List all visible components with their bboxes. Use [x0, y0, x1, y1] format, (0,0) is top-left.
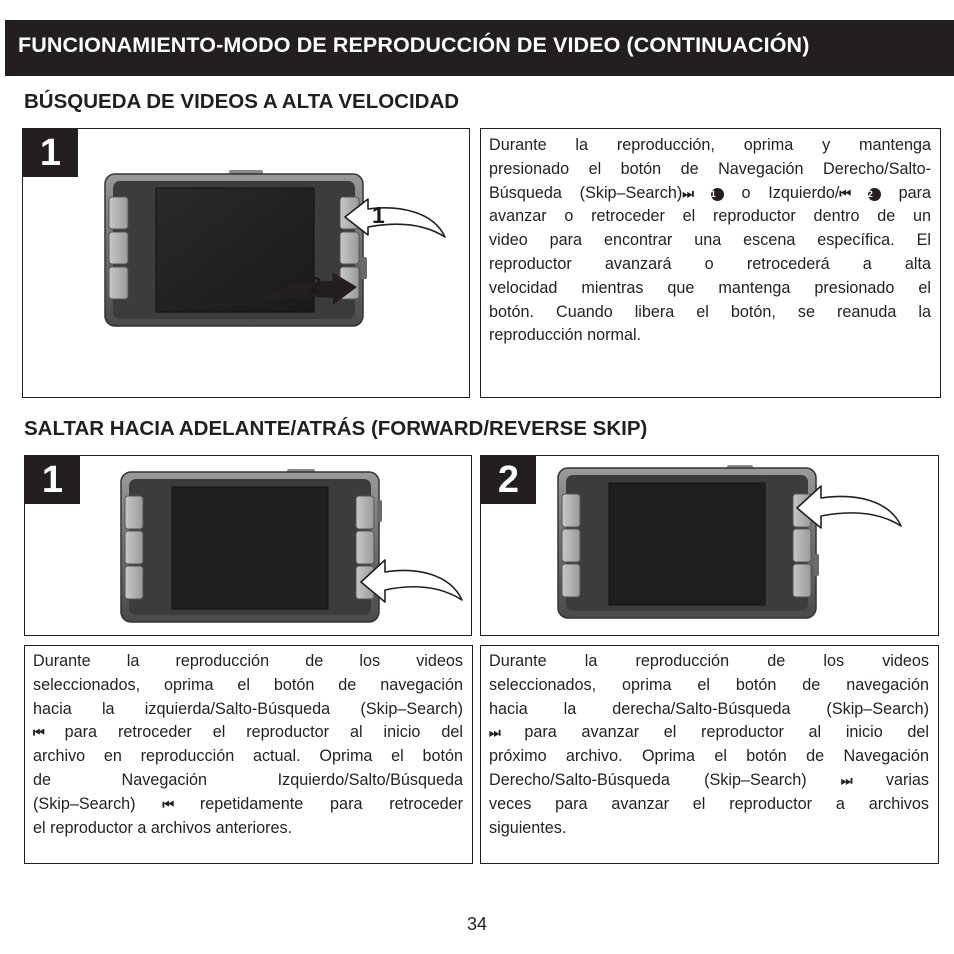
text-line: Durante la reproducción, oprima y mantenga — [489, 136, 931, 154]
text-line: Durante la reproducción de los videos — [33, 652, 463, 670]
text-line: el reproductor a archivos anteriores. — [33, 818, 293, 837]
figure-reverse-skip — [24, 455, 472, 636]
skip-back-icon: ⏮ — [839, 185, 851, 201]
figure-high-speed-search — [22, 128, 470, 398]
page-number: 34 — [466, 914, 488, 934]
callout-number-2: 2 — [309, 272, 322, 298]
text-line: veces para avanzar el reproductor a archivos — [489, 794, 929, 813]
skip-forward-icon: ⏭ — [840, 772, 852, 788]
paragraph-high-speed-search — [489, 134, 931, 348]
text-line: seleccionados, oprima el botón de navegación — [489, 675, 929, 694]
text-line: avanzar o retroceder el reproductor dentro de un — [489, 207, 931, 226]
text-line: de Navegación Izquierdo/Salto/Búsqueda — [33, 770, 463, 789]
video-player-illustration — [25, 456, 471, 635]
text-line: presionado el botón de Navegación Derecho/Salto- — [489, 159, 931, 178]
text-line-with-icon: ⏮ para retroceder el reproductor al inicio del — [33, 723, 463, 742]
step-badge: 2 — [481, 456, 536, 504]
text-line: próximo archivo. Oprima el botón de Navegación — [489, 747, 929, 766]
text-line: siguientes. — [489, 818, 567, 837]
text-line: velocidad mientras que mantenga presionado el — [489, 278, 931, 297]
text-line: video para encontrar una escena específica. El — [489, 231, 931, 250]
video-player-illustration — [23, 129, 469, 397]
text-line-with-icon: Derecho/Salto-Búsqueda (Skip–Search) ⏭ varias — [489, 770, 930, 789]
text-line: hacia la derecha/Salto-Búsqueda (Skip–Search) — [489, 699, 929, 718]
paragraph-forward-skip — [489, 650, 929, 840]
header-bar — [5, 20, 954, 76]
text-line-with-icon: (Skip–Search) ⏮ repetidamente para retroceder — [33, 794, 463, 813]
skip-back-icon: ⏮ — [162, 796, 174, 812]
text-line: reproducción normal. — [489, 326, 642, 345]
text-line: seleccionados, oprima el botón de navegación — [33, 675, 463, 694]
step-badge: 1 — [23, 129, 78, 177]
callout-number-1: 1 — [372, 202, 385, 228]
section-heading-high-speed-search: BÚSQUEDA DE VIDEOS A ALTA VELOCIDAD — [24, 90, 460, 113]
circled-number-1-icon: 1 — [711, 188, 724, 201]
skip-forward-icon: ⏭ — [682, 185, 693, 201]
text-line: archivo en reproducción actual. Oprima el botón — [33, 747, 463, 766]
text-line: reproductor avanzará o retrocederá a alta — [489, 254, 931, 273]
figure-forward-skip — [480, 455, 939, 636]
section-heading-forward-reverse-skip: SALTAR HACIA ADELANTE/ATRÁS (FORWARD/REVERSE SKIP) — [24, 417, 648, 440]
step-badge: 1 — [25, 456, 80, 504]
video-player-illustration — [481, 456, 938, 635]
skip-forward-icon: ⏭ — [489, 725, 500, 741]
text-line: botón. Cuando libera el botón, se reanuda la — [489, 302, 931, 321]
text-line-with-icons: Búsqueda (Skip–Search)⏭ 1 o Izquierdo/⏮ 2 para — [489, 183, 932, 202]
paragraph-reverse-skip — [33, 650, 463, 840]
text-line-with-icon: ⏭ para avanzar el reproductor al inicio del — [489, 723, 929, 742]
text-line: hacia la izquierda/Salto-Búsqueda (Skip–Search) — [33, 699, 463, 718]
page-title: FUNCIONAMIENTO-MODO DE REPRODUCCIÓN DE VIDEO (CONTINUACIÓN) — [18, 33, 810, 57]
skip-back-icon: ⏮ — [33, 725, 44, 741]
circled-number-2-icon: 2 — [868, 188, 881, 201]
text-line: Durante la reproducción de los videos — [489, 652, 929, 670]
